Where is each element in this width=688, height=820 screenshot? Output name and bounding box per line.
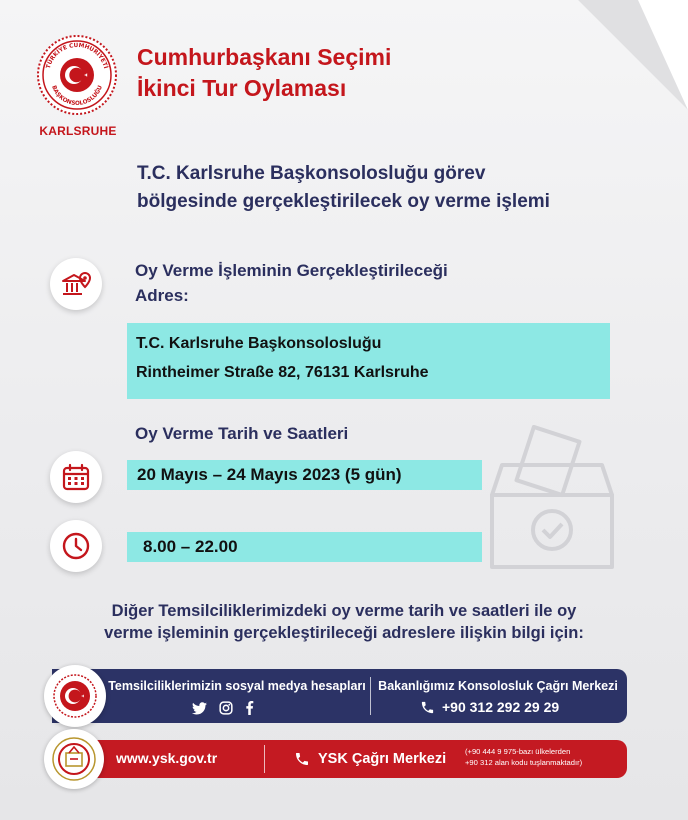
- ministry-phone-number[interactable]: +90 312 292 29 29: [442, 699, 560, 715]
- dates-box: 20 Mayıs – 24 Mayıs 2023 (5 gün): [127, 460, 482, 490]
- ysk-call-center-label: YSK Çağrı Merkezi: [318, 751, 447, 767]
- seal-arc-text: TÜRKİYE CUMHURİYETİ: [45, 42, 109, 70]
- blue-bar-divider: [370, 677, 371, 715]
- seal-arc-text-bottom: BAŞKONSOLOSLUĞU: [50, 84, 104, 108]
- phone-icon: [294, 751, 310, 767]
- building-location-icon: [59, 267, 93, 301]
- clock-icon: [61, 531, 91, 561]
- social-icons: [192, 699, 262, 717]
- instagram-icon[interactable]: [219, 701, 233, 715]
- schedule-label: Oy Verme Tarih ve Saatleri: [135, 424, 349, 443]
- facebook-icon[interactable]: [245, 701, 254, 715]
- page-fold-decoration: [578, 0, 688, 110]
- info-line-1: Diğer Temsilciliklerimizdeki oy verme tarih ve saatleri ile oy: [111, 602, 577, 620]
- crescent-star-logo-icon: [52, 673, 98, 719]
- title-line-2: İkinci Tur Oylaması: [137, 75, 347, 101]
- info-text: [20, 600, 668, 644]
- social-media-label: Temsilciliklerimizin sosyal medya hesapları: [108, 679, 366, 693]
- address-label-line-1: Oy Verme İşleminin Gerçekleştirileceği: [135, 261, 448, 280]
- ysk-logo: [44, 729, 104, 789]
- consulate-seal: [36, 34, 118, 116]
- address-street: Rintheimer Straße 82, 76131 Karlsruhe: [136, 364, 429, 381]
- phone-icon: [420, 700, 435, 715]
- ministry-phone[interactable]: [420, 697, 580, 717]
- ysk-emblem-icon: [51, 736, 97, 782]
- seal-city-label: KARLSRUHE: [39, 124, 117, 138]
- red-bar-divider: [264, 745, 265, 773]
- address-icon-badge: [50, 258, 102, 310]
- subtitle-line-1: T.C. Karlsruhe Başkonsolosluğu görev: [137, 163, 486, 184]
- address-label-line-2: Adres:: [135, 286, 189, 305]
- ysk-call-center[interactable]: [294, 749, 464, 769]
- ysk-website-link[interactable]: www.ysk.gov.tr: [116, 750, 218, 766]
- address-label: [135, 258, 555, 308]
- calendar-icon-badge: [50, 451, 102, 503]
- ministry-logo: [44, 665, 106, 727]
- ballot-box-icon: [482, 425, 622, 575]
- calendar-icon: [61, 462, 91, 492]
- ysk-note-line-2: +90 312 alan kodu tuşlanmaktadır): [465, 757, 583, 767]
- subtitle-line-2: bölgesinde gerçekleştirilecek oy verme işlemi: [137, 191, 550, 212]
- page-subtitle: [137, 160, 637, 216]
- title-line-1: Cumhurbaşkanı Seçimi: [137, 44, 392, 70]
- twitter-icon[interactable]: [192, 702, 207, 715]
- ysk-call-center-note: [465, 747, 623, 768]
- ysk-note-line-1: (+90 444 9 975-bazı ülkelerden: [465, 747, 571, 756]
- ministry-call-center-label: Bakanlığımız Konsolosluk Çağrı Merkezi: [378, 679, 618, 693]
- page-title: [137, 42, 477, 104]
- address-name: T.C. Karlsruhe Başkonsolosluğu: [136, 335, 382, 352]
- info-line-2: verme işleminin gerçekleştirileceği adreslere ilişkin bilgi için:: [104, 624, 584, 642]
- address-box: [127, 323, 610, 399]
- hours-box: 8.00 – 22.00: [127, 532, 482, 562]
- clock-icon-badge: [50, 520, 102, 572]
